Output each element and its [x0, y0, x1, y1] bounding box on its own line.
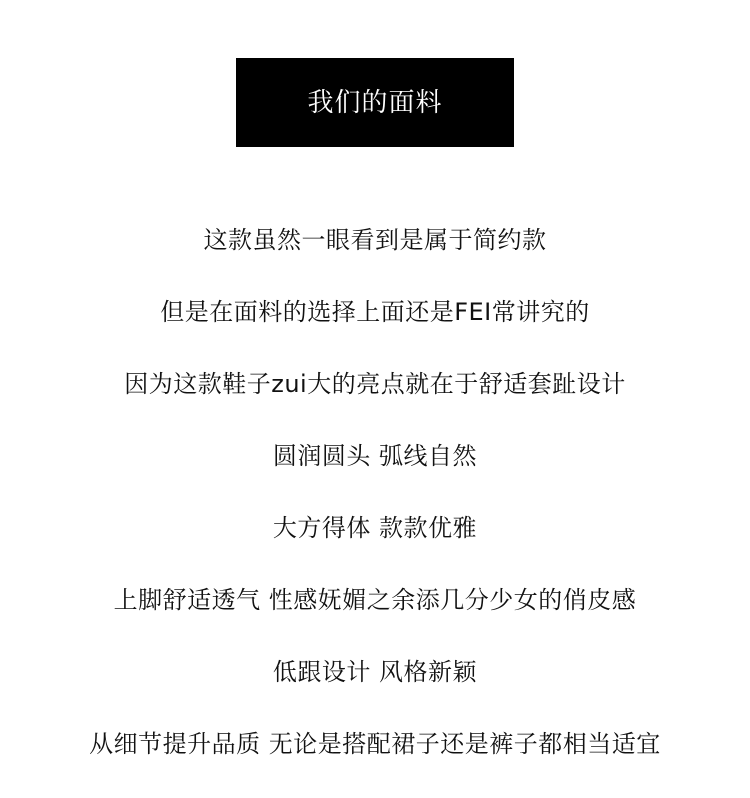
section-title-banner: [236, 58, 514, 147]
description-line-4: 圆润圆头 弧线自然: [272, 442, 478, 470]
section-title: 我们的面料: [307, 87, 443, 118]
description-line-8: 从细节提升品质 无论是搭配裙子还是裤子都相当适宜: [89, 730, 661, 758]
description-line-2: 但是在面料的选择上面还是FEI常讲究的: [160, 298, 590, 326]
description-line-6: 上脚舒适透气 性感妩媚之余添几分少女的俏皮感: [113, 586, 637, 614]
description-line-3: 因为这款鞋子zui大的亮点就在于舒适套趾设计: [124, 370, 626, 398]
description-line-1: 这款虽然一眼看到是属于简约款: [203, 226, 547, 254]
description-line-5: 大方得体 款款优雅: [272, 514, 478, 542]
description-line-7: 低跟设计 风格新颖: [272, 658, 478, 686]
